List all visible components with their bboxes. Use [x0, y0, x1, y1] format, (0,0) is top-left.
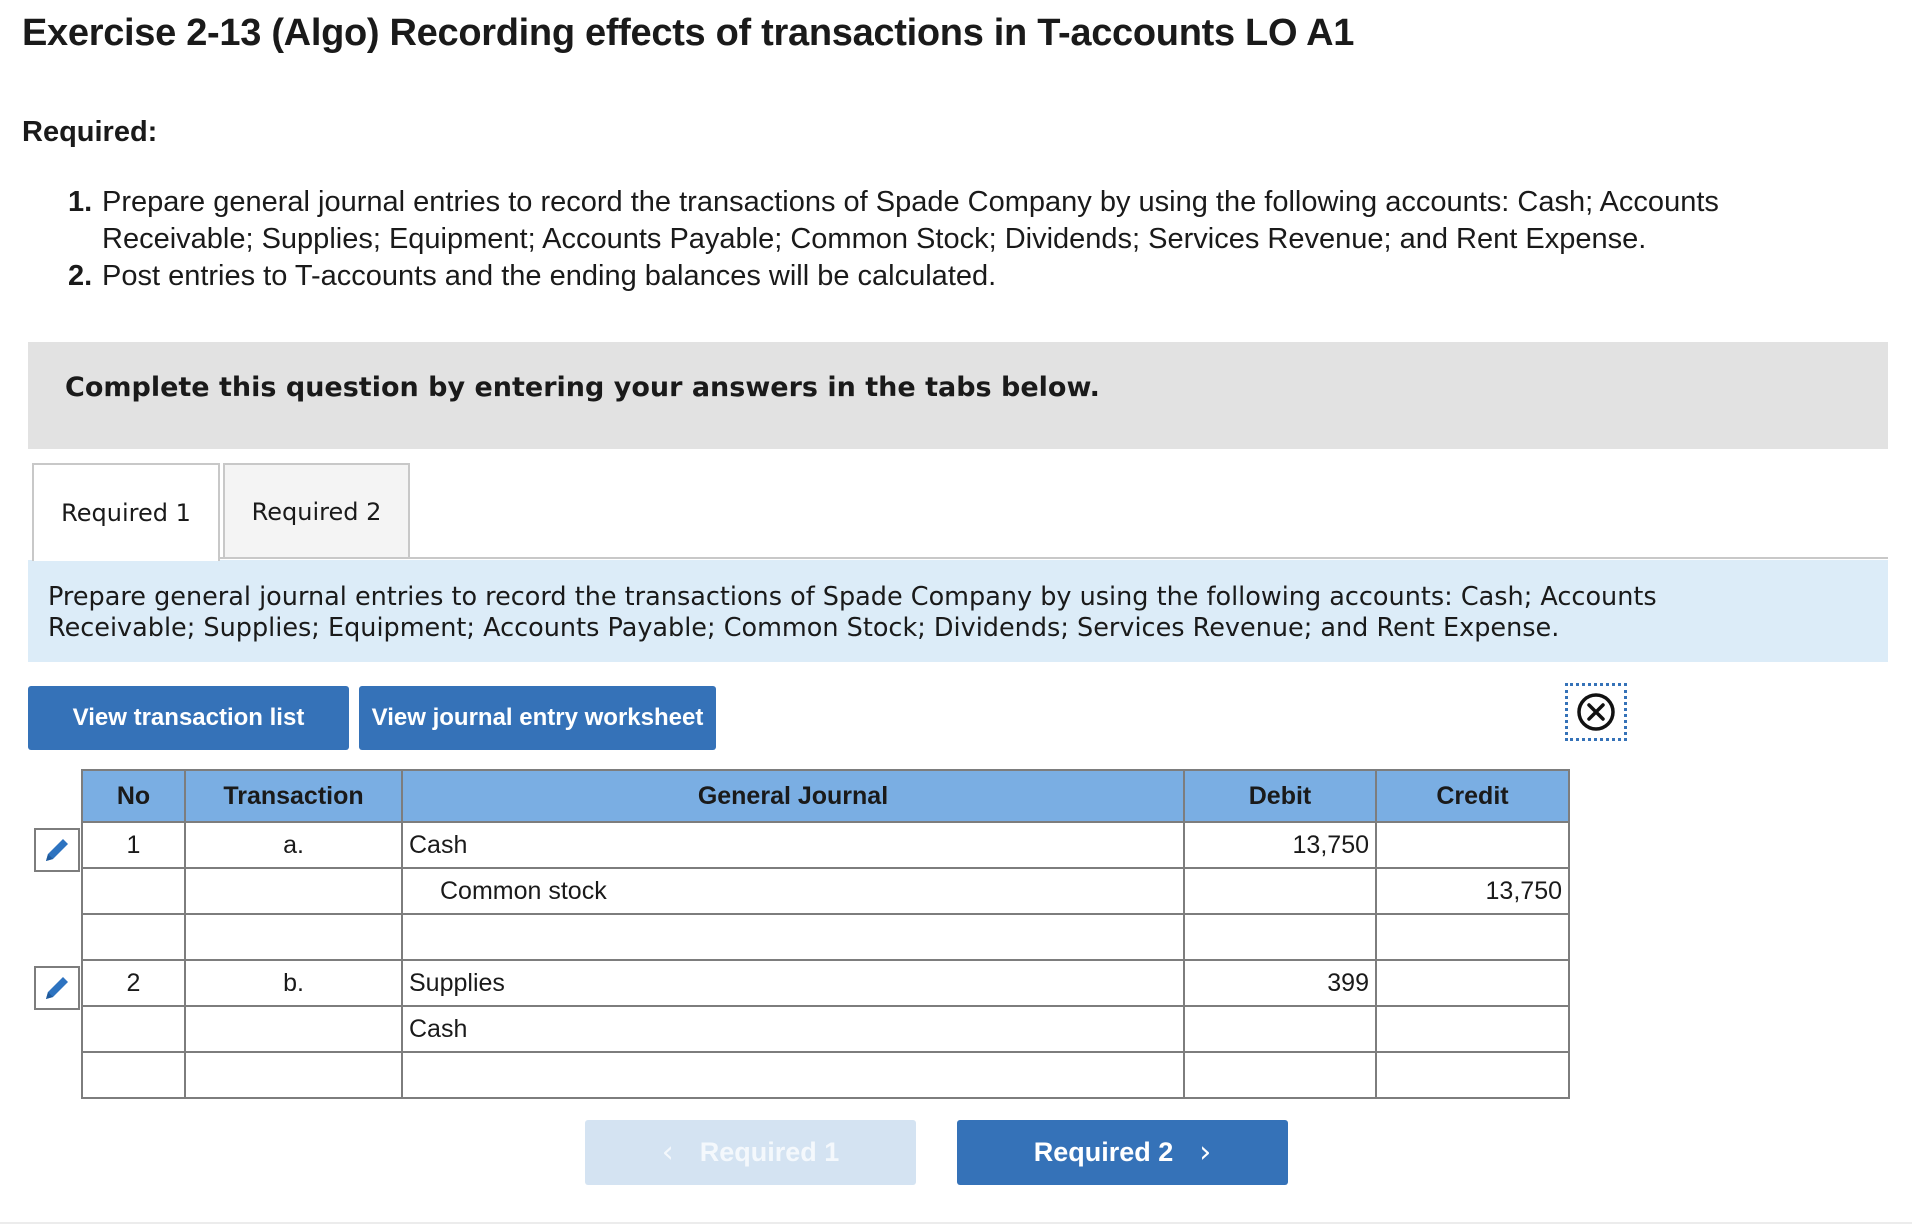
view-journal-worksheet-button[interactable]: View journal entry worksheet	[359, 686, 716, 750]
instruction-text: Post entries to T-accounts and the ending balances will be calculated.	[102, 260, 997, 292]
column-header-debit: Debit	[1184, 770, 1376, 822]
chevron-left-icon: ‹	[661, 1135, 674, 1170]
table-row	[82, 960, 1569, 1006]
table-row	[82, 914, 1569, 960]
cell-account[interactable]: Supplies	[402, 960, 1184, 1006]
cell-no	[82, 1052, 185, 1098]
banner-text: Complete this question by entering your answers in the tabs below.	[65, 372, 1100, 403]
cell-credit[interactable]	[1376, 960, 1569, 1006]
table-header-row	[82, 770, 1569, 822]
cell-transaction	[185, 868, 402, 914]
pencil-icon	[42, 835, 72, 865]
column-header-credit: Credit	[1376, 770, 1569, 822]
previous-button-label: Required 1	[699, 1137, 840, 1167]
cell-transaction	[185, 914, 402, 960]
tab-divider	[220, 557, 1888, 559]
column-header-general-journal: General Journal	[402, 770, 1184, 822]
cell-no	[82, 1006, 185, 1052]
cell-debit[interactable]	[1184, 914, 1376, 960]
prompt-text: Prepare general journal entries to record the transactions of Spade Company by using the following accounts: Cash; Accounts Receivable; Supplies; Equipment; Accounts Payable; Common Stock; Dividends; Services Revenue; and Rent Expense.	[48, 582, 1657, 643]
cell-credit[interactable]	[1376, 1006, 1569, 1052]
cell-credit[interactable]	[1376, 914, 1569, 960]
cell-debit[interactable]: 399	[1184, 960, 1376, 1006]
cell-no	[82, 914, 185, 960]
close-circle-icon	[1575, 691, 1617, 733]
cell-transaction: b.	[185, 960, 402, 1006]
tab-required-1[interactable]: Required 1	[32, 463, 220, 561]
cell-credit[interactable]: 13,750	[1376, 868, 1569, 914]
pencil-icon	[42, 973, 72, 1003]
cell-transaction	[185, 1052, 402, 1098]
cell-credit[interactable]	[1376, 1052, 1569, 1098]
cell-account[interactable]	[402, 914, 1184, 960]
previous-required-button	[585, 1120, 916, 1185]
cell-no: 1	[82, 822, 185, 868]
instruction-number: 1.	[68, 186, 93, 218]
cell-credit[interactable]	[1376, 822, 1569, 868]
footer-divider	[0, 1222, 1912, 1224]
table-row	[82, 822, 1569, 868]
cell-debit[interactable]	[1184, 868, 1376, 914]
cell-account[interactable]	[402, 1052, 1184, 1098]
table-row	[82, 868, 1569, 914]
tab-prompt	[28, 560, 1888, 662]
tab-required-2[interactable]: Required 2	[223, 463, 410, 559]
table-row	[82, 1006, 1569, 1052]
cell-transaction	[185, 1006, 402, 1052]
required-heading: Required:	[22, 116, 158, 148]
instructions-list	[68, 184, 1878, 295]
cell-debit[interactable]: 13,750	[1184, 822, 1376, 868]
view-transaction-list-button[interactable]: View transaction list	[28, 686, 349, 750]
cell-no: 2	[82, 960, 185, 1006]
instruction-number: 2.	[68, 260, 93, 292]
page-title: Exercise 2-13 (Algo) Recording effects of transactions in T-accounts LO A1	[22, 12, 1355, 54]
instruction-item-1	[68, 184, 1878, 258]
chevron-right-icon: ›	[1199, 1135, 1212, 1170]
cell-debit[interactable]	[1184, 1006, 1376, 1052]
edit-entry-1-button[interactable]	[34, 828, 80, 872]
table-row	[82, 1052, 1569, 1098]
column-header-transaction: Transaction	[185, 770, 402, 822]
cell-no	[82, 868, 185, 914]
cell-account[interactable]: Cash	[402, 1006, 1184, 1052]
cell-account[interactable]: Cash	[402, 822, 1184, 868]
cell-debit[interactable]	[1184, 1052, 1376, 1098]
column-header-no: No	[82, 770, 185, 822]
instruction-item-2	[68, 258, 1878, 295]
next-button-label: Required 2	[1033, 1137, 1174, 1167]
close-button[interactable]	[1565, 683, 1627, 741]
instruction-text: Prepare general journal entries to record the transactions of Spade Company by using the following accounts: Cash; Accounts Receivable; Supplies; Equipment; Accounts Payable; Common Stock; Dividends; Services Revenue; and Rent Expense.	[102, 186, 1719, 255]
general-journal-table	[81, 769, 1570, 1099]
edit-entry-2-button[interactable]	[34, 966, 80, 1010]
cell-account[interactable]: Common stock	[402, 868, 1184, 914]
next-required-button[interactable]	[957, 1120, 1288, 1185]
cell-transaction: a.	[185, 822, 402, 868]
instruction-banner	[28, 342, 1888, 449]
